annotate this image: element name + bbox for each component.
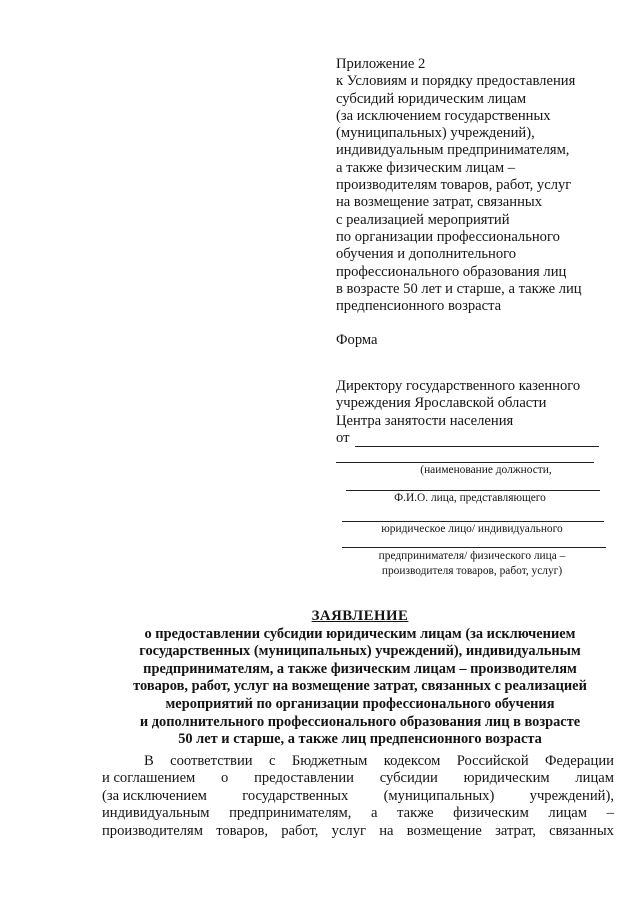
body-word: Бюджетным — [291, 753, 368, 769]
body-word: связанных — [549, 822, 614, 839]
body-line — [102, 788, 614, 805]
appendix-line: Приложение 2 — [336, 56, 426, 72]
body-word: предпринимателям, — [229, 805, 352, 822]
appendix-line: (муниципальных) учреждений), — [336, 125, 535, 142]
appendix-line: предпенсионного возраста — [336, 298, 502, 315]
field-hint: Ф.И.О. лица, представляющего — [394, 492, 546, 504]
application-title — [100, 608, 620, 749]
body-word: с — [268, 753, 276, 769]
title-line: о предоставлении субсидии юридическим лицам (за исключением — [144, 625, 576, 642]
field-hint: производителя товаров, работ, услуг) — [381, 565, 563, 577]
title-line: 50 лет и старше, а также лиц предпенсионного возраста — [178, 731, 542, 748]
addressee-line: Директору государственного казенного — [336, 378, 581, 394]
body-paragraph — [102, 753, 614, 840]
body-word: соответствии — [170, 753, 253, 769]
addressee-block — [336, 378, 626, 447]
body-word: предоставлении — [254, 770, 354, 787]
appendix-line: к Условиям и порядку предоставления — [336, 73, 576, 90]
appendix-line: по организации профессионального — [336, 228, 560, 245]
appendix-reference — [336, 56, 636, 315]
title-line: мероприятий по организации профессионального обучения — [165, 695, 555, 712]
body-word: также — [397, 805, 434, 822]
body-word: лицам — [575, 770, 614, 787]
field-hint: юридическое лицо/ индивидуального — [381, 523, 563, 535]
appendix-line: в возрасте 50 лет и старше, а также лиц — [336, 280, 582, 297]
body-word: учреждений), — [529, 787, 614, 804]
from-label: от — [336, 429, 350, 446]
appendix-line: а также физическим лицам – — [336, 159, 516, 176]
body-word: юридическим — [463, 770, 550, 787]
appendix-line: с реализацией мероприятий — [336, 211, 510, 228]
title-heading: ЗАЯВЛЕНИЕ — [311, 608, 409, 624]
appendix-line: на возмещение затрат, связанных — [336, 194, 543, 211]
title-line: и дополнительного профессионального образования лиц в возрасте — [139, 713, 581, 730]
body-line — [102, 823, 614, 840]
title-line: предпринимателям, а также физическим лицам – производителям — [143, 660, 577, 677]
body-word: государственных — [242, 787, 349, 804]
fill-line — [342, 547, 606, 548]
field-hint: (наименование должности, — [420, 464, 552, 476]
body-word: (муниципальных) — [383, 787, 495, 804]
body-word: Федерации — [545, 753, 614, 769]
form-label: Форма — [336, 332, 378, 348]
body-word: и соглашением — [102, 770, 196, 787]
field-hint: предпринимателя/ физического лица – — [378, 550, 566, 562]
body-word: индивидуальным — [102, 805, 210, 822]
body-word: производителям — [102, 822, 203, 839]
addressee-line: учреждения Ярославской области — [336, 395, 547, 412]
appendix-line: субсидий юридическим лицам — [336, 90, 527, 107]
body-word: товаров, — [216, 822, 268, 839]
body-word: – — [606, 805, 614, 822]
body-line — [102, 753, 614, 770]
body-word: (за исключением — [102, 787, 207, 804]
title-line: государственных (муниципальных) учреждений), индивидуальным — [139, 643, 581, 660]
body-word: Российской — [456, 753, 529, 769]
body-word: услуг — [331, 822, 366, 839]
from-fill-line — [355, 432, 599, 447]
appendix-line: производителям товаров, работ, услуг — [336, 177, 572, 194]
appendix-line: (за исключением государственных — [336, 107, 551, 124]
from-field — [336, 430, 626, 447]
body-line — [102, 770, 614, 787]
body-word: В — [144, 753, 154, 769]
title-line: товаров, работ, услуг на возмещение затрат, связанных с реализацией — [133, 678, 587, 695]
body-word: о — [221, 770, 229, 787]
body-word: лицам — [548, 805, 588, 822]
body-word: субсидии — [379, 770, 438, 787]
body-word: на — [379, 822, 394, 839]
addressee-line: Центра занятости населения — [336, 412, 514, 429]
body-word: возмещение — [406, 822, 482, 839]
body-word: кодексом — [383, 753, 441, 769]
body-word: затрат, — [495, 822, 536, 839]
body-word: физическим — [453, 805, 529, 822]
appendix-line: индивидуальным предпринимателям, — [336, 142, 570, 159]
body-line — [102, 805, 614, 822]
body-word: а — [371, 805, 378, 822]
appendix-line: профессионального образования лиц — [336, 263, 567, 280]
body-word: работ, — [281, 822, 319, 839]
appendix-line: обучения и дополнительного — [336, 246, 517, 263]
